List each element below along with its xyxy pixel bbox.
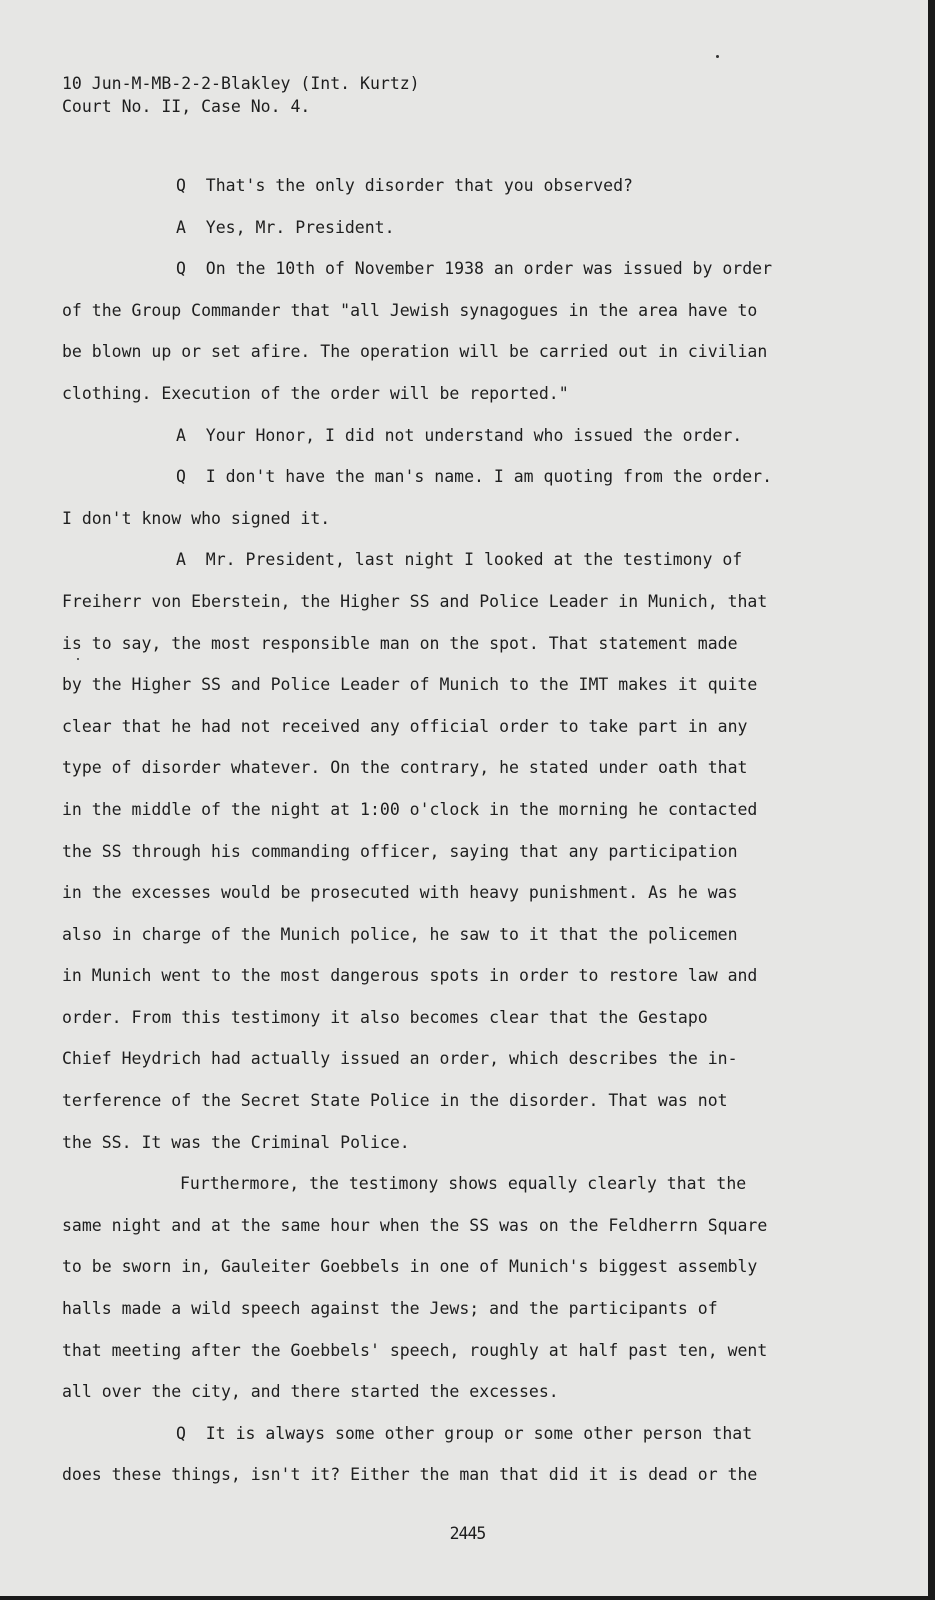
transcript-line: clothing. Execution of the order will be reported." bbox=[62, 383, 569, 403]
transcript-line: in Munich went to the most dangerous spots in order to restore law and bbox=[62, 966, 758, 986]
transcript-line: all over the city, and there started the excesses. bbox=[62, 1382, 559, 1402]
transcript-line: Q That's the only disorder that you observed? bbox=[176, 176, 633, 195]
paper-speck bbox=[716, 55, 719, 58]
transcript-line: does these things, isn't it? Either the man that did it is dead or the bbox=[62, 1465, 758, 1485]
paper-speck bbox=[77, 658, 79, 660]
transcript-line: of the Group Commander that "all Jewish synagogues in the area have to bbox=[62, 300, 758, 320]
transcript-line: also in charge of the Munich police, he saw to it that the policemen bbox=[62, 924, 738, 944]
transcript-line: Chief Heydrich had actually issued an order, which describes the in- bbox=[62, 1049, 738, 1069]
transcript-line: A Mr. President, last night I looked at the testimony of bbox=[176, 550, 743, 570]
transcript-line: A Your Honor, I did not understand who issued the order. bbox=[176, 425, 743, 445]
transcript-line: is to say, the most responsible man on the spot. That statement made bbox=[62, 633, 738, 653]
transcript-line: type of disorder whatever. On the contrary, he stated under oath that bbox=[62, 758, 748, 778]
transcript-line: I don't know who signed it. bbox=[62, 508, 331, 528]
transcript-line: terference of the Secret State Police in the disorder. That was not bbox=[62, 1091, 728, 1111]
transcript-line: Q On the 10th of November 1938 an order was issued by order bbox=[176, 259, 773, 279]
transcript-line: by the Higher SS and Police Leader of Munich to the IMT makes it quite bbox=[62, 675, 758, 695]
transcript-line: the SS through his commanding officer, saying that any participation bbox=[62, 841, 738, 861]
transcript-line: halls made a wild speech against the Jews; and the participants of bbox=[62, 1299, 718, 1319]
transcript-line: order. From this testimony it also becomes clear that the Gestapo bbox=[62, 1007, 708, 1027]
transcript-line: be blown up or set afire. The operation will be carried out in civilian bbox=[62, 342, 768, 362]
transcript-line: same night and at the same hour when the SS was on the Feldherrn Square bbox=[62, 1215, 768, 1235]
transcript-line: the SS. It was the Criminal Police. bbox=[62, 1132, 410, 1152]
page-number: 2445 bbox=[449, 1524, 486, 1543]
transcript-line: Freiherr von Eberstein, the Higher SS and Police Leader in Munich, that bbox=[62, 591, 768, 611]
header-court-line: Court No. II, Case No. 4. bbox=[62, 97, 311, 116]
transcript-line: Furthermore, the testimony shows equally clearly that the bbox=[180, 1174, 747, 1194]
page-edge bbox=[928, 0, 935, 1600]
transcript-line: Q I don't have the man's name. I am quoting from the order. bbox=[176, 467, 773, 487]
transcript-line: Q It is always some other group or some other person that bbox=[176, 1423, 753, 1443]
page-edge bbox=[0, 1596, 935, 1600]
transcript-line: in the middle of the night at 1:00 o'clock in the morning he contacted bbox=[62, 799, 758, 819]
header-case-line: 10 Jun-M-MB-2-2-Blakley (Int. Kurtz) bbox=[62, 74, 420, 93]
transcript-line: to be sworn in, Gauleiter Goebbels in one of Munich's biggest assembly bbox=[62, 1257, 758, 1277]
transcript-line: A Yes, Mr. President. bbox=[176, 217, 395, 237]
transcript-line: that meeting after the Goebbels' speech, roughly at half past ten, went bbox=[62, 1340, 768, 1360]
transcript-body bbox=[62, 174, 912, 1505]
transcript-line: in the excesses would be prosecuted with heavy punishment. As he was bbox=[62, 883, 738, 903]
transcript-line: clear that he had not received any official order to take part in any bbox=[62, 716, 748, 736]
document-header bbox=[62, 72, 420, 118]
